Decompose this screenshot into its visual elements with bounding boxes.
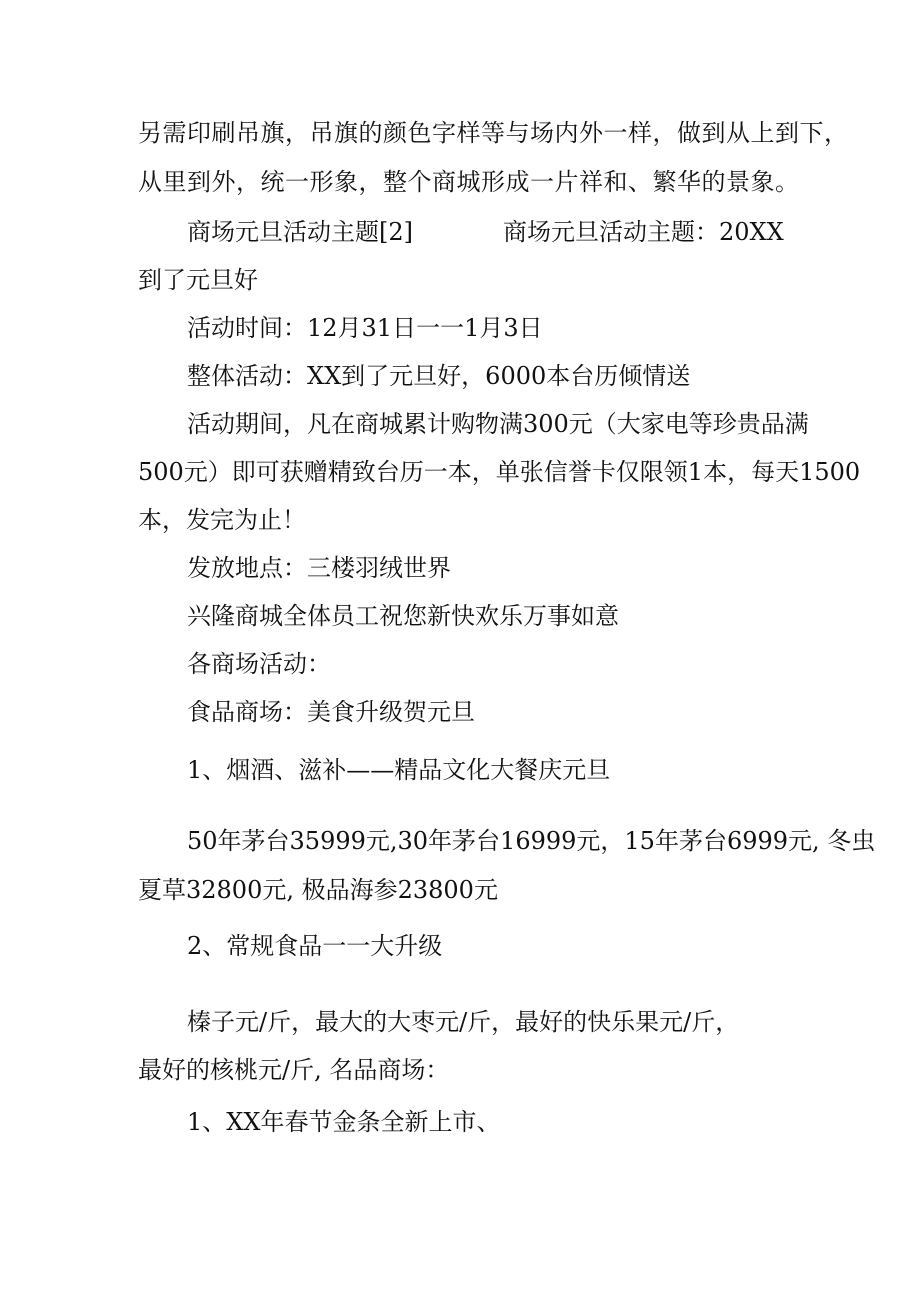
distribution-location: 发放地点：三楼羽绒世界 [187,554,451,582]
paragraph-line: 从里到外，统一形象，整个商城形成一片祥和、繁华的景象。 [138,168,800,196]
list-item: 1、XX年春节金条全新上市、 [187,1108,501,1136]
section-heading-line [187,217,784,247]
paragraph-line: 活动期间，凡在商城累计购物满300元（大家电等珍贵品满 [187,410,809,438]
activity-theme: 商场元旦活动主题：20XX [503,218,784,246]
list-item: 1、烟酒、滋补——精品文化大餐庆元旦 [187,756,611,784]
paragraph-line: 最好的核桃元/斤, 名品商场： [138,1056,450,1084]
paragraph-line: 夏草32800元, 极品海参23800元 [138,876,498,904]
overall-activity: 整体活动：XX到了元旦好，6000本台历倾情送 [187,362,691,390]
section-heading: 商场元旦活动主题[2] [187,218,413,246]
greeting-line: 兴隆商城全体员工祝您新快欢乐万事如意 [187,602,619,630]
paragraph-line: 本，发完为止！ [138,506,306,534]
food-mall-line: 食品商场：美食升级贺元旦 [187,698,475,726]
paragraph-line: 到了元旦好 [138,266,258,294]
paragraph-line: 50年茅台35999元,30年茅台16999元，15年茅台6999元, 冬虫 [187,827,876,855]
subheading-line: 各商场活动： [187,650,331,678]
paragraph-line: 榛子元/斤，最大的大枣元/斤，最好的快乐果元/斤， [187,1008,740,1036]
activity-time: 活动时间：12月31日一一1月3日 [187,314,543,342]
paragraph-line: 500元）即可获赠精致台历一本，单张信誉卡仅限领1本，每天1500 [138,458,861,486]
paragraph-line: 另需印刷吊旗，吊旗的颜色字样等与场内外一样，做到从上到下， [138,119,849,147]
list-item: 2、常规食品一一大升级 [187,932,443,960]
